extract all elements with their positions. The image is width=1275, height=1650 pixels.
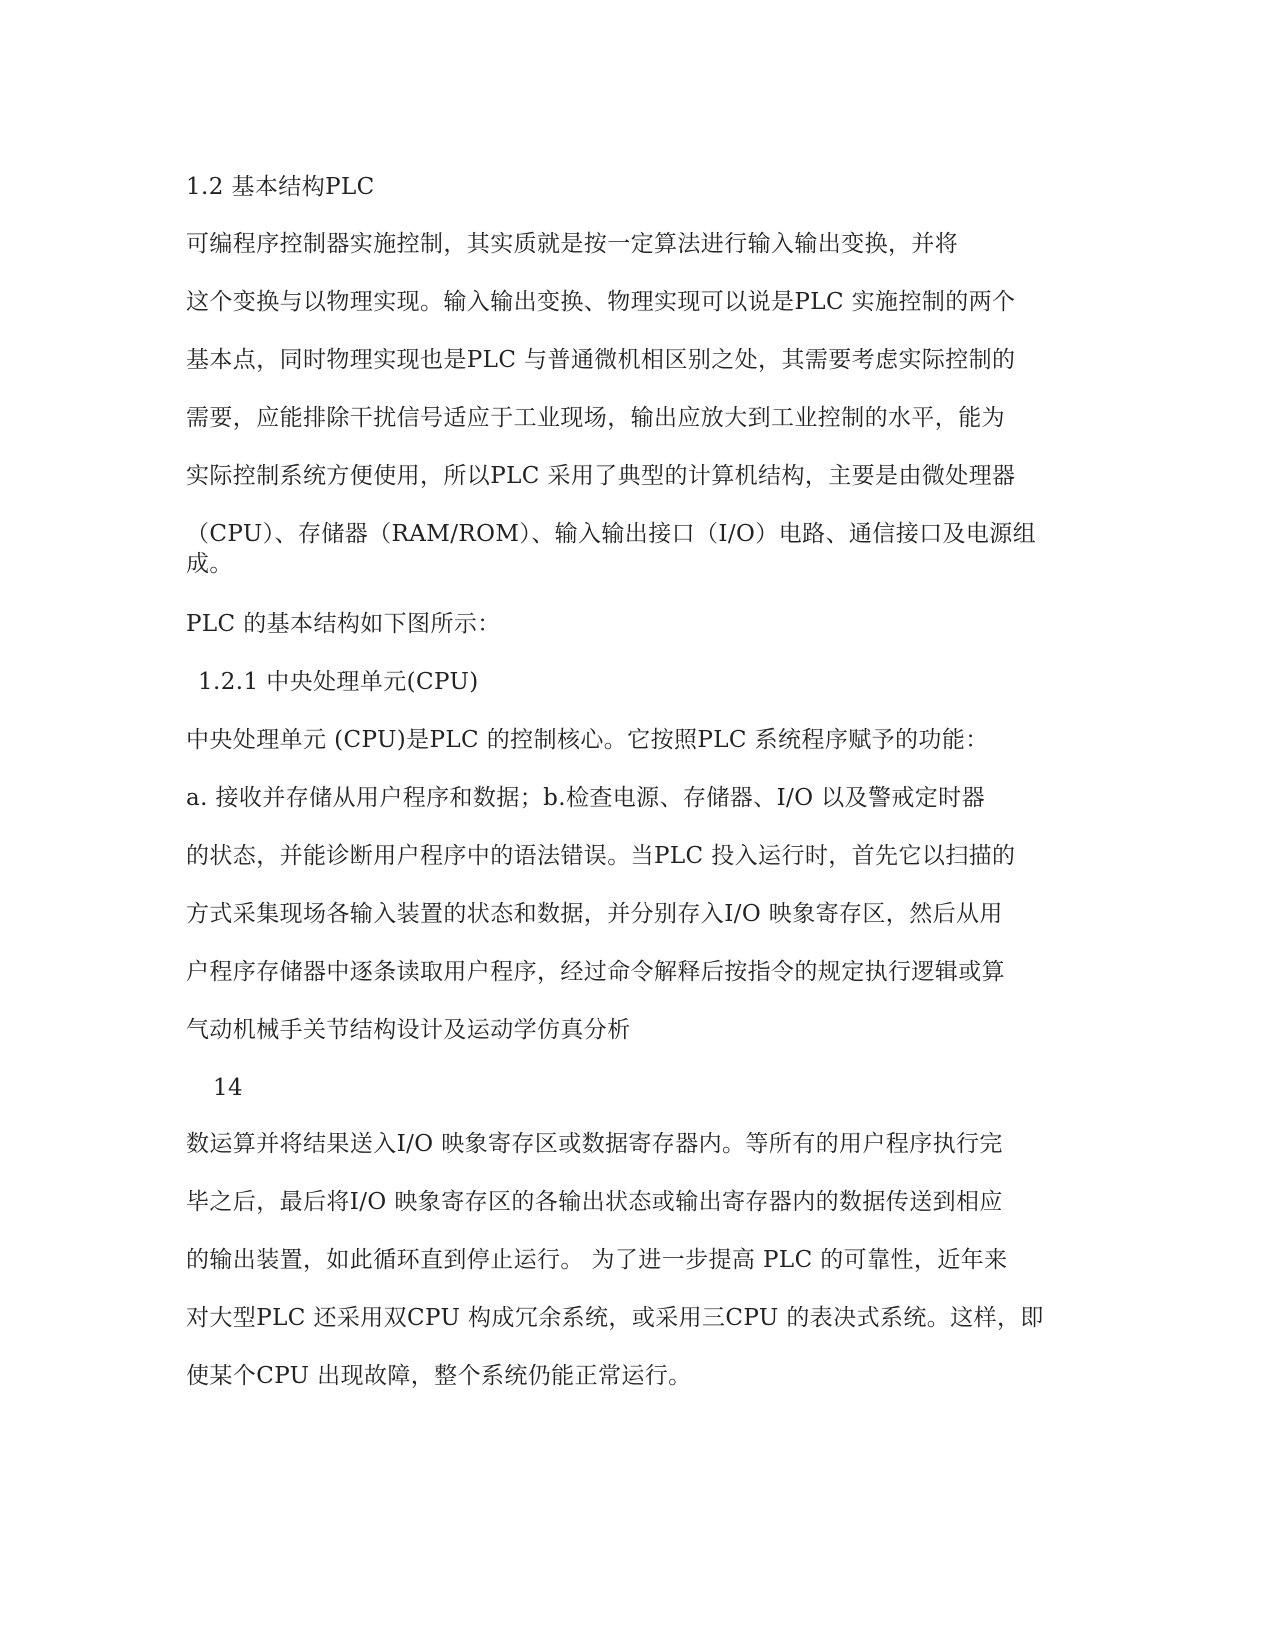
paragraph-line: 数运算并将结果送入I/O 映象寄存区或数据寄存器内。等所有的用户程序执行完: [186, 1131, 1003, 1157]
paragraph-line: 可编程序控制器实施控制，其实质就是按一定算法进行输入输出变换，并将: [186, 231, 959, 257]
paragraph-line: 的输出装置，如此循环直到停止运行。 为了进一步提高 PLC 的可靠性，近年来: [186, 1247, 1008, 1273]
figure-intro: PLC 的基本结构如下图所示：: [186, 611, 501, 637]
paragraph-line: 这个变换与以物理实现。输入输出变换、物理实现可以说是PLC 实施控制的两个: [186, 289, 1016, 315]
paragraph-line: 需要，应能排除干扰信号适应于工业现场，输出应放大到工业控制的水平，能为: [186, 405, 1005, 431]
page-number: 14: [213, 1075, 244, 1101]
paragraph-line: 成。: [186, 551, 233, 577]
paragraph-line: 实际控制系统方便使用，所以PLC 采用了典型的计算机结构，主要是由微处理器: [186, 463, 1016, 489]
paragraph-line: 户程序存储器中逐条读取用户程序，经过命令解释后按指令的规定执行逻辑或算: [186, 959, 1005, 985]
paragraph-line: 基本点，同时物理实现也是PLC 与普通微机相区别之处，其需要考虑实际控制的: [186, 347, 1016, 373]
section-heading: 1.2 基本结构PLC: [186, 174, 375, 200]
paragraph-line: 的状态，并能诊断用户程序中的语法错误。当PLC 投入运行时，首先它以扫描的: [186, 843, 1016, 869]
paragraph-line: 使某个CPU 出现故障，整个系统仍能正常运行。: [186, 1363, 692, 1389]
paragraph-line: 对大型PLC 还采用双CPU 构成冗余系统，或采用三CPU 的表决式系统。这样，即: [186, 1305, 1044, 1331]
subsection-heading: 1.2.1 中央处理单元(CPU): [198, 669, 479, 695]
paragraph-line: a. 接收并存储从用户程序和数据；b.检查电源、存储器、I/O 以及警戒定时器: [186, 785, 985, 811]
paragraph-line: 方式采集现场各输入装置的状态和数据，并分别存入I/O 映象寄存区，然后从用: [186, 901, 1003, 927]
paragraph-line: 毕之后，最后将I/O 映象寄存区的各输出状态或输出寄存器内的数据传送到相应: [186, 1189, 1003, 1215]
paragraph-line: （CPU）、存储器（RAM/ROM）、输入输出接口（I/O）电路、通信接口及电源组: [186, 521, 1037, 547]
running-title: 气动机械手关节结构设计及运动学仿真分析: [186, 1017, 631, 1043]
paragraph-line: 中央处理单元 (CPU)是PLC 的控制核心。它按照PLC 系统程序赋予的功能：: [186, 727, 989, 753]
